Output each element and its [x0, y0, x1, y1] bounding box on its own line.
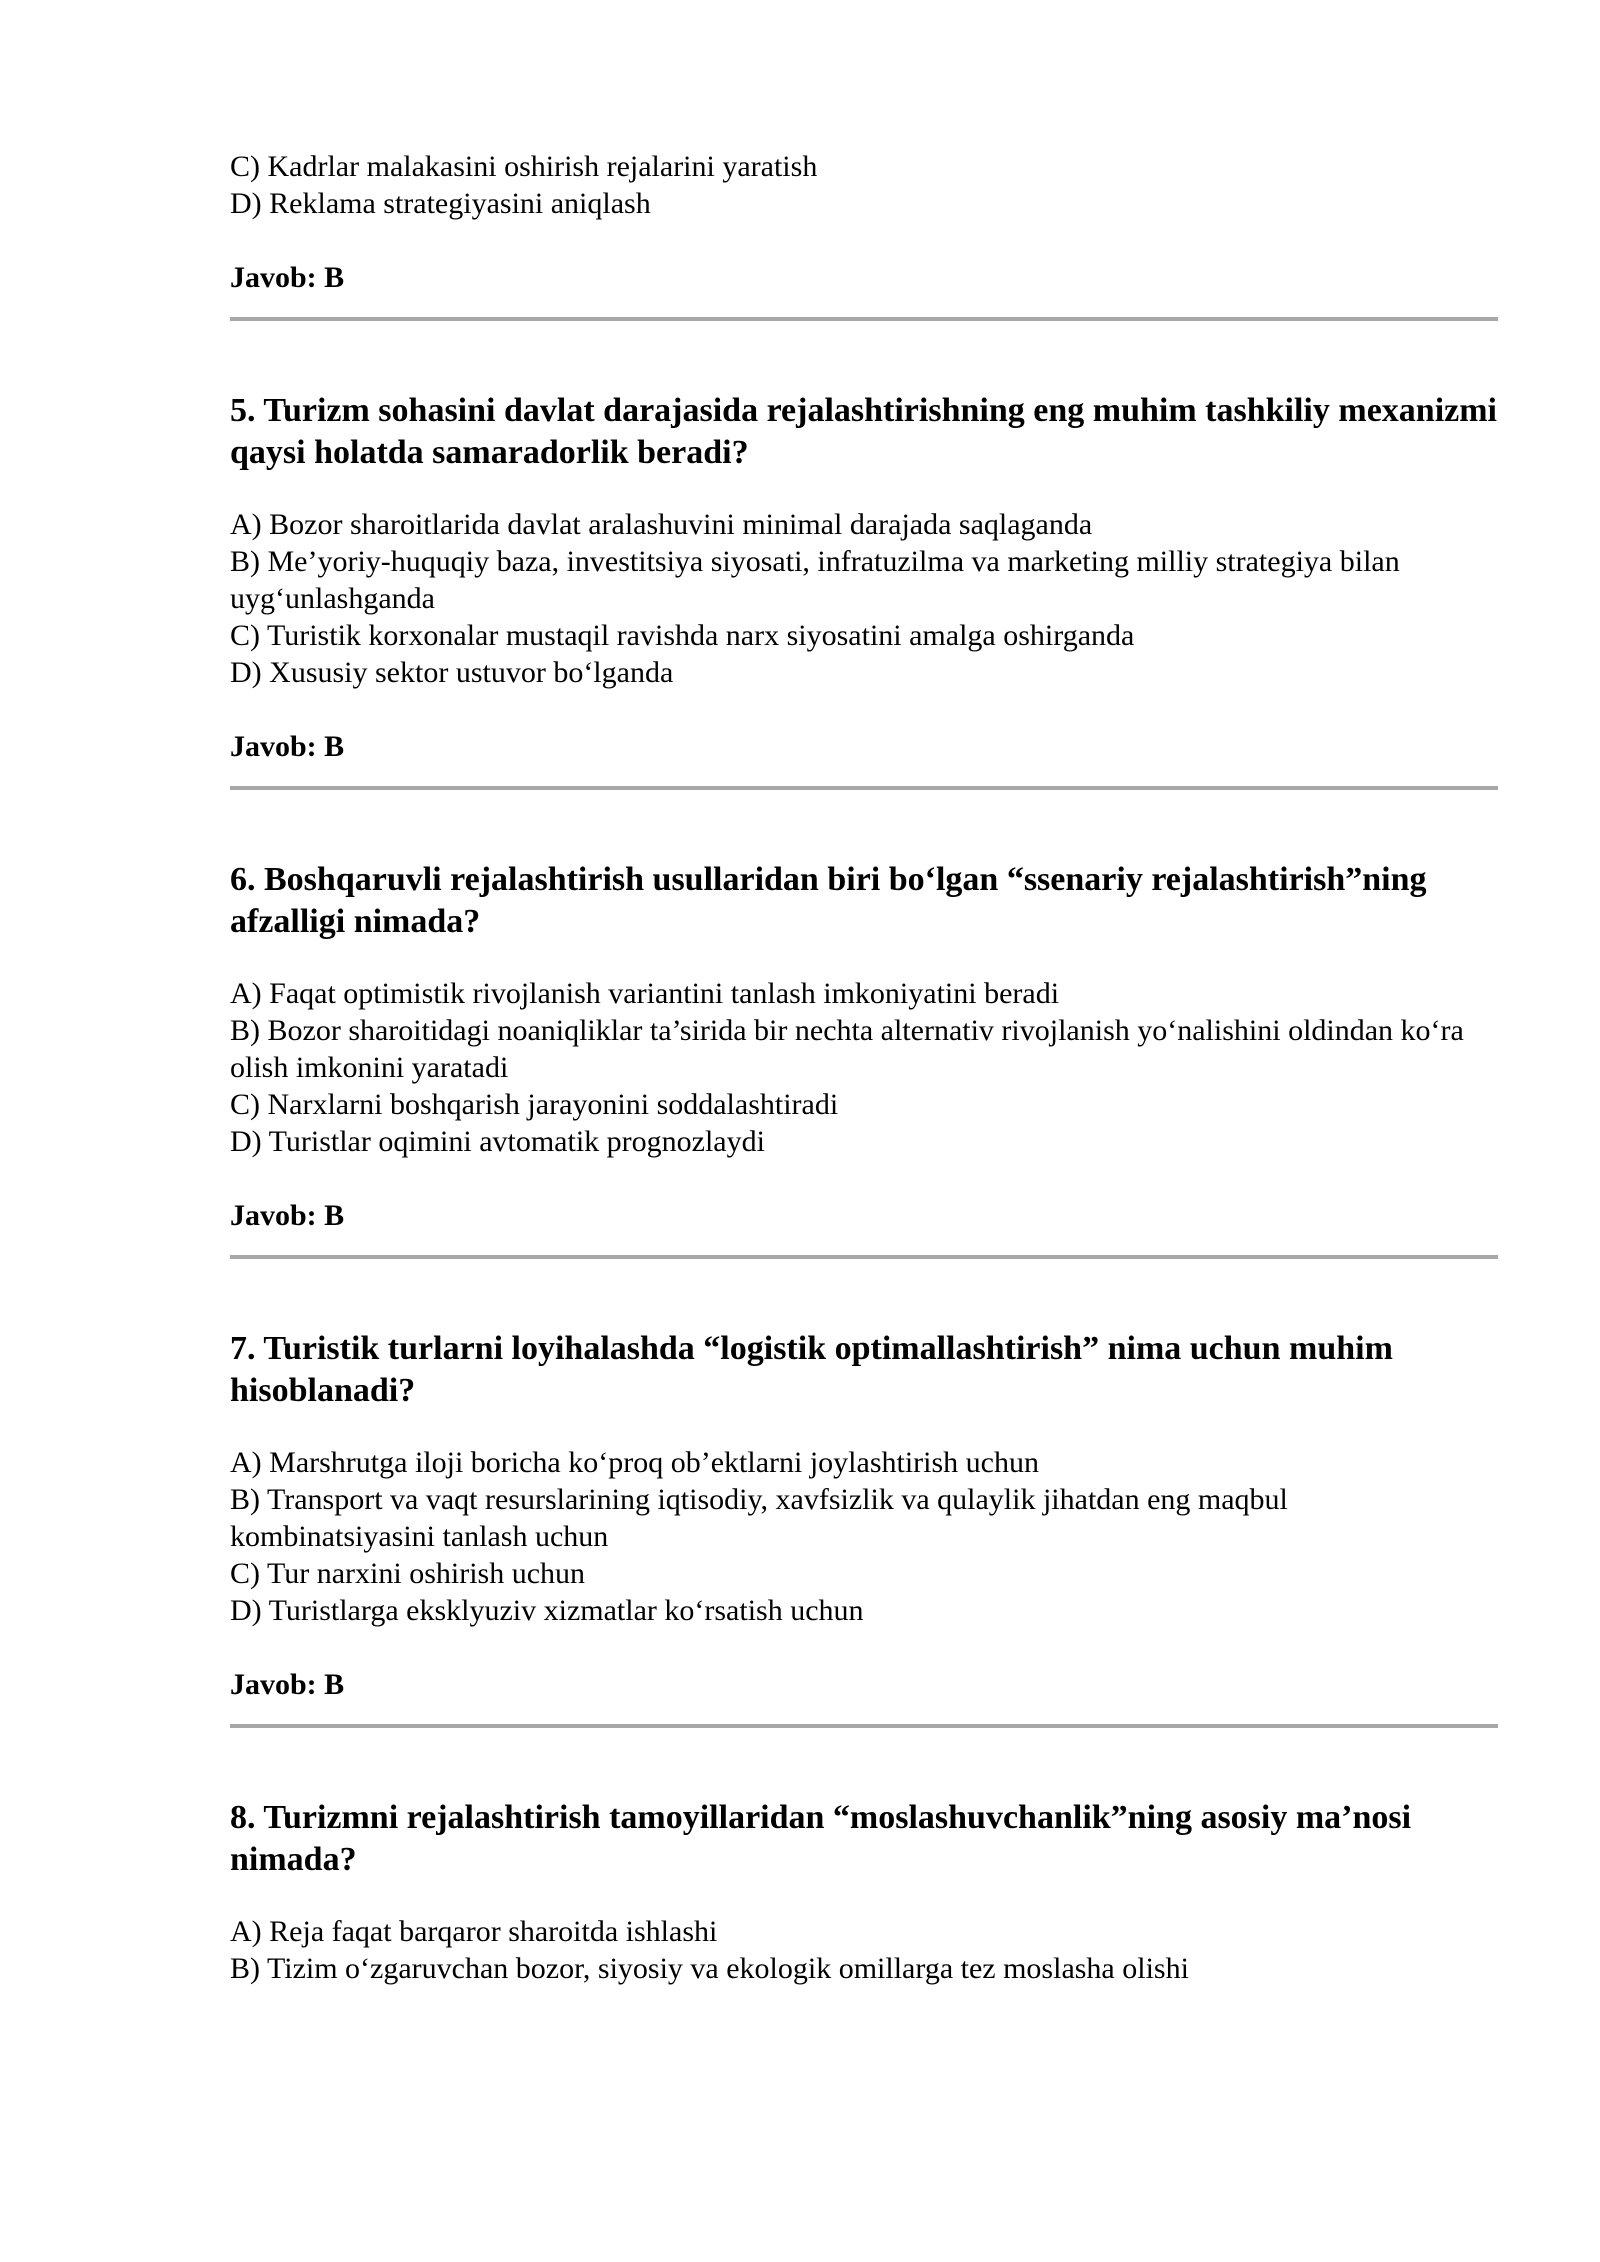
divider: [230, 1724, 1498, 1728]
question-text: 7. Turistik turlarni loyihalashda “logistik optimallashtirish” nima uchun muhim hisoblanadi?: [230, 1330, 1393, 1409]
divider: [230, 317, 1498, 321]
option-d: D) Reklama strategiyasini aniqlash: [230, 187, 651, 220]
option-a: A) Marshrutga iloji boricha ko‘proq ob’ektlarni joylashtirish uchun: [230, 1446, 1039, 1479]
option-b: B) Tizim o‘zgaruvchan bozor, siyosiy va ekologik omillarga tez moslasha olishi: [230, 1952, 1189, 1985]
option-d: D) Turistlar oqimini avtomatik prognozlaydi: [230, 1125, 765, 1158]
option-b: B) Bozor sharoitidagi noaniqliklar ta’sirida bir nechta alternativ rivojlanish yo‘nalishini oldindan ko‘ra olish imkonini yaratadi: [230, 1014, 1464, 1084]
option-b: B) Transport va vaqt resurslarining iqtisodiy, xavfsizlik va qulaylik jihatdan eng maqbul kombinatsiyasini tanlash uchun: [230, 1483, 1288, 1553]
option-c: C) Tur narxini oshirish uchun: [230, 1557, 586, 1590]
option-c: C) Turistik korxonalar mustaqil ravishda narx siyosatini amalga oshirganda: [230, 619, 1135, 652]
option-a: A) Reja faqat barqaror sharoitda ishlashi: [230, 1915, 718, 1948]
option-c: C) Narxlarni boshqarish jarayonini soddalashtiradi: [230, 1088, 839, 1121]
question-text: 6. Boshqaruvli rejalashtirish usullaridan biri bo‘lgan “ssenariy rejalashtirish”ning afzalligi nimada?: [230, 861, 1427, 940]
question-block-5: [230, 390, 1498, 765]
option-list: [230, 148, 1498, 222]
question-text: 5. Turizm sohasini davlat darajasida rejalashtirishning eng muhim tashkiliy mexanizmi qaysi holatda samaradorlik beradi?: [230, 392, 1497, 471]
option-c: C) Kadrlar malakasini oshirish rejalarini yaratish: [230, 150, 818, 183]
option-list: [230, 1444, 1498, 1629]
question-block-6: [230, 859, 1498, 1234]
option-b: B) Me’yoriy-huquqiy baza, investitsiya siyosati, infratuzilma va marketing milliy strategiya bilan uyg‘unlashganda: [230, 545, 1400, 615]
divider: [230, 1255, 1498, 1259]
document-page: [230, 148, 1498, 1987]
option-a: A) Faqat optimistik rivojlanish variantini tanlash imkoniyatini beradi: [230, 977, 1060, 1010]
question-block-8: [230, 1797, 1498, 1987]
question-text: 8. Turizmni rejalashtirish tamoyillaridan “moslashuvchanlik”ning asosiy ma’nosi nimada?: [230, 1799, 1412, 1878]
answer: Javob: B: [230, 1668, 345, 1701]
divider: [230, 786, 1498, 790]
option-d: D) Turistlarga eksklyuziv xizmatlar ko‘rsatish uchun: [230, 1594, 864, 1627]
question-block-7: [230, 1328, 1498, 1703]
option-list: [230, 1913, 1498, 1987]
answer: Javob: B: [230, 261, 345, 294]
option-a: A) Bozor sharoitlarida davlat aralashuvini minimal darajada saqlaganda: [230, 508, 1093, 541]
answer: Javob: B: [230, 1199, 345, 1232]
option-d: D) Xususiy sektor ustuvor bo‘lganda: [230, 656, 674, 689]
option-list: [230, 975, 1498, 1160]
question-4-tail: [230, 148, 1498, 296]
option-list: [230, 506, 1498, 691]
answer: Javob: B: [230, 730, 345, 763]
